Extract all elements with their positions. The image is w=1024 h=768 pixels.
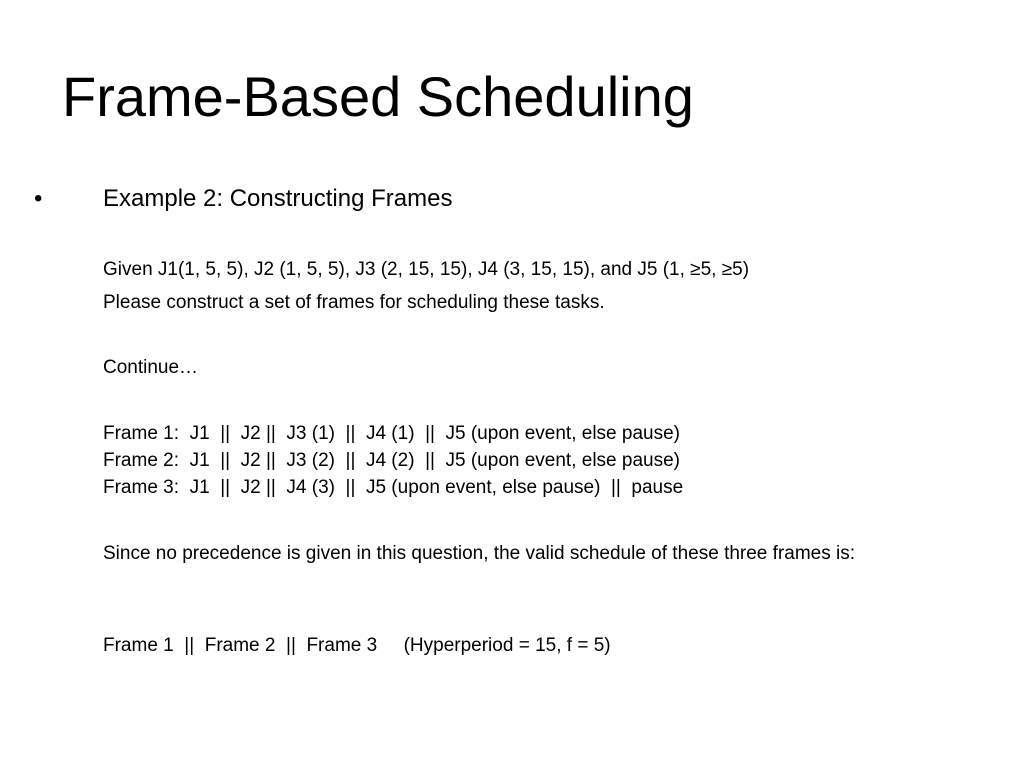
- explanation-text: Since no precedence is given in this question, the valid schedule of these three frames is:: [103, 543, 855, 564]
- slide-title: Frame-Based Scheduling: [62, 65, 694, 128]
- instruction-text: Please construct a set of frames for scheduling these tasks.: [103, 292, 605, 313]
- frame-3-line: Frame 3: J1 || J2 || J4 (3) || J5 (upon event, else pause) || pause: [103, 477, 684, 498]
- bullet-icon: •: [34, 185, 43, 212]
- frame-1-line: Frame 1: J1 || J2 || J3 (1) || J4 (1) || J5 (upon event, else pause): [103, 423, 680, 444]
- schedule-line: Frame 1 || Frame 2 || Frame 3 (Hyperperiod = 15, f = 5): [103, 635, 611, 656]
- continue-text: Continue…: [103, 357, 199, 378]
- example-heading: Example 2: Constructing Frames: [103, 185, 453, 212]
- frame-2-line: Frame 2: J1 || J2 || J3 (2) || J4 (2) || J5 (upon event, else pause): [103, 450, 680, 471]
- given-tasks-text: Given J1(1, 5, 5), J2 (1, 5, 5), J3 (2, 15, 15), J4 (3, 15, 15), and J5 (1, ≥5, ≥5): [103, 259, 750, 280]
